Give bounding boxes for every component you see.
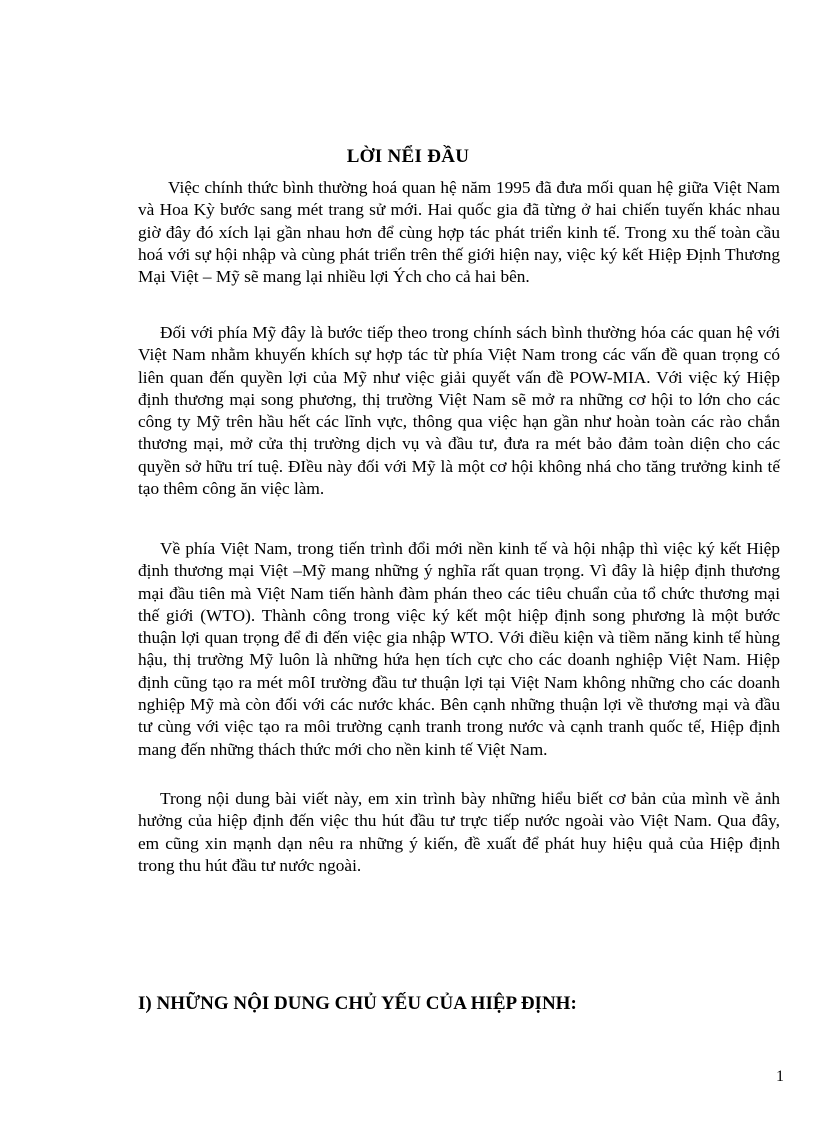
page-number: 1 — [776, 1068, 784, 1085]
paragraph-vietnam-side: Về phía Việt Nam, trong tiến trình đổi mới nền kinh tế và hội nhập thì việc ký kết Hiệp định thương mại Việt –Mỹ mang những ý nghĩa rất quan trọng. Vì đây là hiệp định thương mại đầu tiên mà Việt Nam tiến hành đàm phán theo các tiêu chuẩn của tổ chức thương mại thế giới (WTO). Thành công trong việc ký kết một hiệp định song phương là một bước thuận lợi quan trọng để đi đến việc gia nhập WTO. Với điều kiện và tiềm năng kinh tế hùng hậu, thị trường Mỹ luôn là những hứa hẹn tích cực cho các doanh nghiệp Việt Nam. Hiệp định cũng tạo ra mét môI trường đầu tư thuận lợi tại Việt Nam không những cho các doanh nghiệp Mỹ mà còn đối với các nước khác. Bên cạnh những thuận lợi về thương mại và đầu tư cùng với việc tạo ra môi trường cạnh tranh trong nước và cạnh tranh quốc tế, Hiệp định mang đến những thách thức mới cho nền kinh tế Việt Nam. — [138, 539, 780, 759]
paragraph-intro: Việc chính thức bình thường hoá quan hệ năm 1995 đã đưa mối quan hệ giữa Việt Nam và Hoa Kỳ bước sang mét trang sử mới. Hai quốc gia đã từng ở hai chiến tuyến khác nhau giờ đây đó xích lại gần nhau hơn để cùng hợp tác phát triển kinh tế. Trong xu thế toàn cầu hoá với sự hội nhập và cùng phát triển trên thế giới hiện nay, việc ký kết Hiệp Định Thương Mại Việt – Mỹ sẽ mang lại nhiều lợi Ých cho cả hai bên. — [138, 178, 780, 287]
paragraph-us-side: Đối với phía Mỹ đây là bước tiếp theo trong chính sách bình thường hóa các quan hệ với Việt Nam nhằm khuyến khích sự hợp tác từ phía Việt Nam trong các vấn đề quan trọng có liên quan đến quyền lợi của Mỹ như việc giải quyết vấn đề POW-MIA. Với việc ký Hiệp định thương mại song phương, thị trường Việt Nam sẽ mở ra những cơ hội to lớn cho các công ty Mỹ trên hầu hết các lĩnh vực, thông qua việc hạn gần như hoàn toàn các rào chắn thương mại, mở cửa thị trường dịch vụ và đầu tư, đưa ra mét bảo đảm toàn diện cho các quyền sở hữu trí tuệ. ĐIều này đối với Mỹ là một cơ hội không nhá cho tăng trưởng kinh tế tạo thêm công ăn việc làm. — [138, 323, 780, 499]
paragraph-content-scope: Trong nội dung bài viết này, em xin trình bày những hiểu biết cơ bản của mình về ảnh hưởng của hiệp định đến việc thu hút đầu tư trực tiếp nước ngoài vào Việt Nam. Qua đây, em cũng xin mạnh dạn nêu ra những ý kiến, đề xuất để phát huy hiệu quả của Hiệp định trong thu hút đầu tư nước ngoài. — [138, 789, 780, 875]
section-heading: I) NHỮNG NỘI DUNG CHỦ YẾU CỦA HIỆP ĐỊNH: — [138, 993, 577, 1014]
page-title: LỜI NỂI ĐẦU — [346, 146, 470, 167]
